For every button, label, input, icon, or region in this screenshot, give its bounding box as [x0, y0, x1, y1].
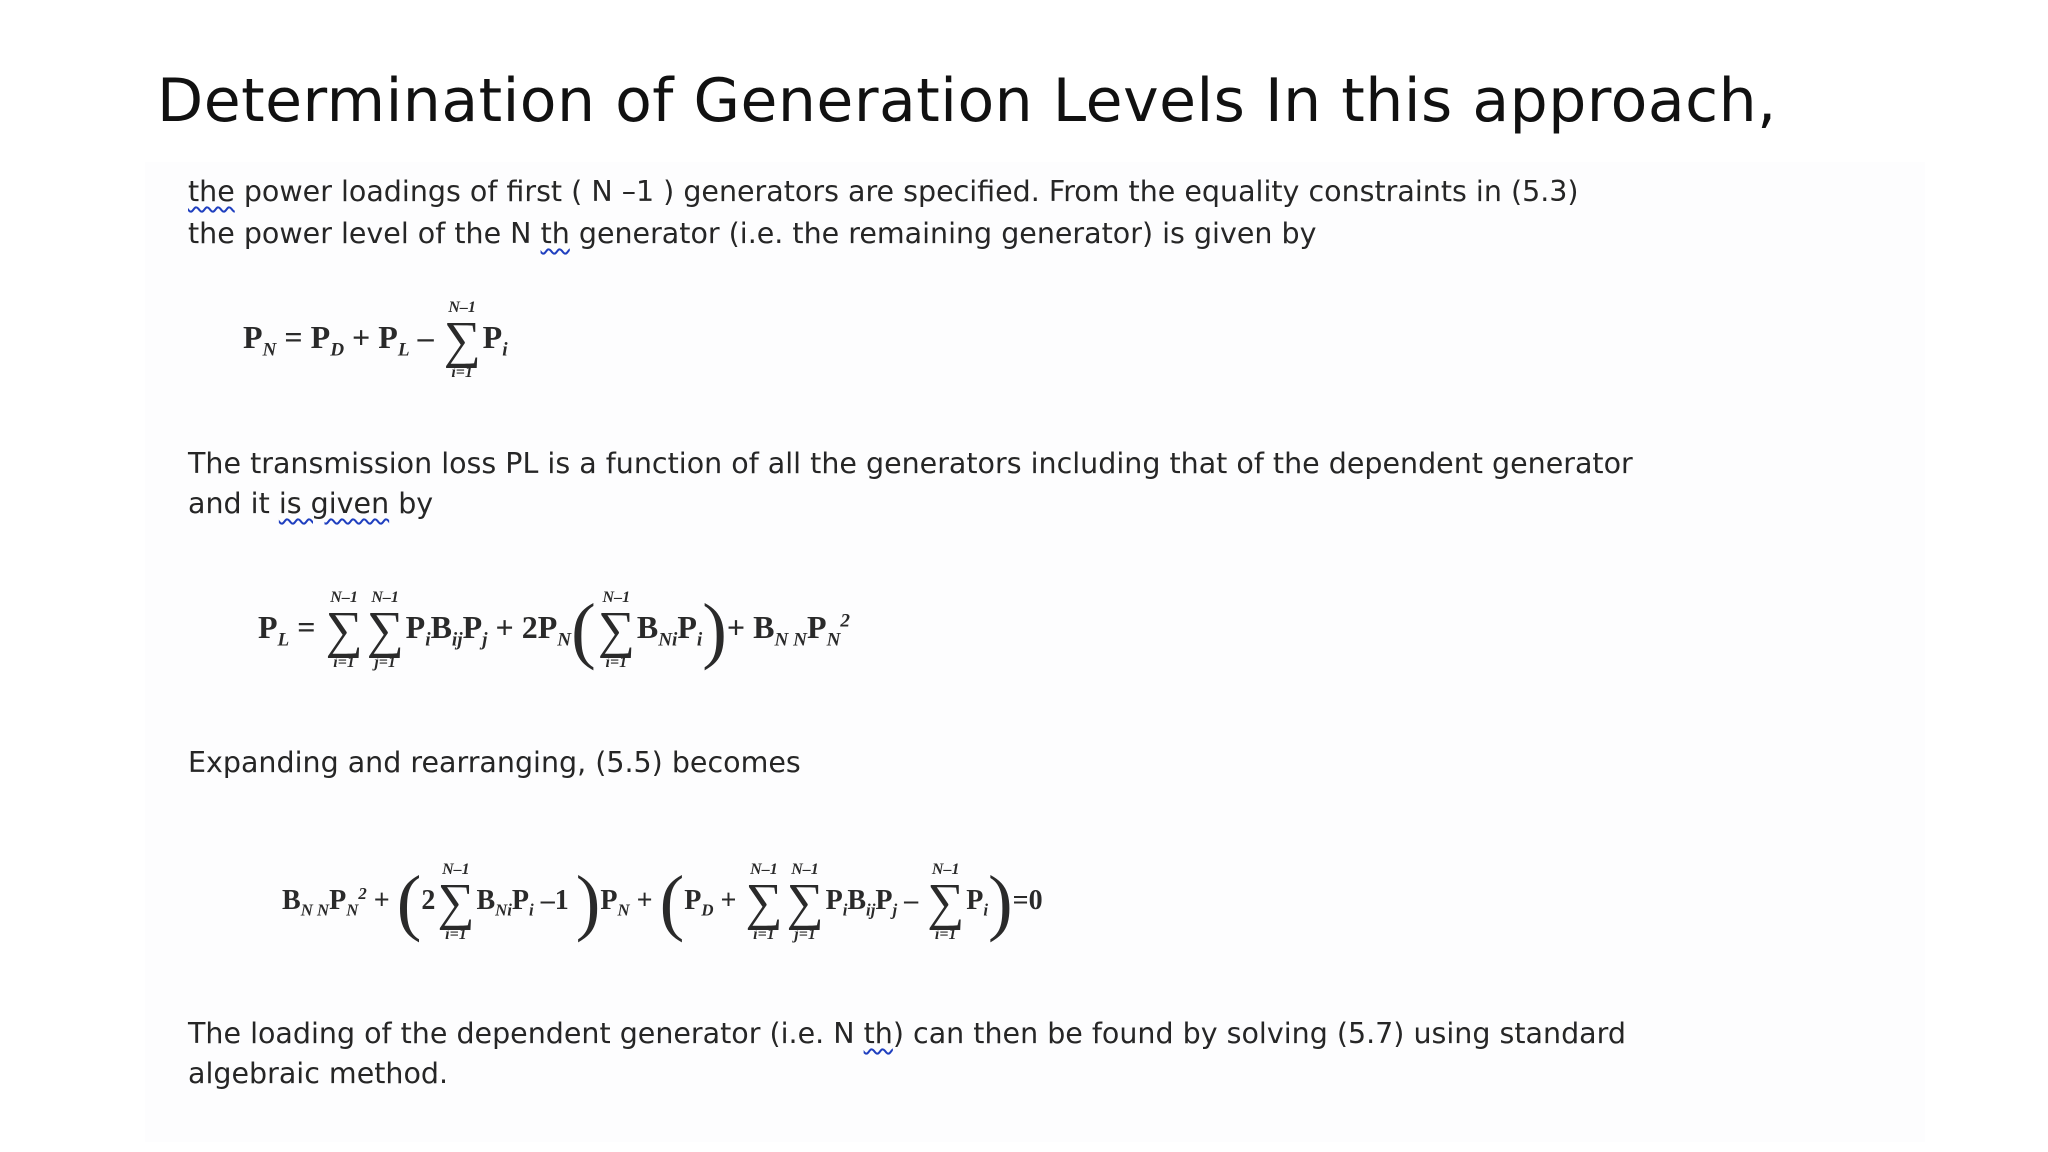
- paragraph-4-line-2: algebraic method.: [188, 1057, 449, 1090]
- paragraph-2-line-1: The transmission loss PL is a function of all the generators including that of the dependent generator: [188, 447, 1633, 480]
- paragraph-4-line-1: [188, 1013, 1626, 1055]
- paragraph-text: power loadings of first ( N –1 ) generators are specified. From the equality constraints in (5.3): [234, 175, 1579, 208]
- spellcheck-word: th: [863, 1017, 893, 1050]
- summation-symbol: N–1 ∑ j=1: [786, 861, 824, 944]
- summation-symbol: N–1 ∑ i=1: [437, 861, 475, 944]
- summation-symbol: N–1 ∑ i=1: [325, 589, 363, 672]
- paragraph-text: the power level of the N: [188, 217, 541, 250]
- spellcheck-word: is given: [278, 487, 390, 520]
- spellcheck-word: th: [540, 217, 570, 250]
- summation-symbol: N–1 ∑ i=1: [745, 861, 783, 944]
- paragraph-text: and it: [188, 487, 279, 520]
- paragraph-2-line-2: [188, 483, 433, 525]
- paragraph-3-line-1: Expanding and rearranging, (5.5) becomes: [188, 746, 801, 779]
- paragraph-1-line-1: [188, 171, 1579, 213]
- spellcheck-word: the: [188, 175, 235, 208]
- paragraph-text: generator (i.e. the remaining generator) is given by: [569, 217, 1317, 250]
- summation-symbol: N–1 ∑ i=1: [597, 589, 635, 672]
- equation-transmission-loss: $P_L$ = N–1 ∑ i=1 N–1 ∑ j=1 $P_iB_{ij}P_j + 2P_N$( N–1 ∑ i=1 $B_{Ni}P_i)+ B_{N N}P_N^2$: [258, 589, 851, 672]
- paragraph-1-line-2: [188, 213, 1316, 255]
- summation-symbol: N–1 ∑ i=1: [443, 299, 481, 382]
- paragraph-text: by: [389, 487, 434, 520]
- slide-title: Determination of Generation Levels In this approach,: [157, 66, 1777, 136]
- paragraph-text: The loading of the dependent generator (i.e. N: [188, 1017, 864, 1050]
- paragraph-text: ) can then be found by solving (5.7) using standard: [892, 1017, 1626, 1050]
- summation-symbol: N–1 ∑ i=1: [927, 861, 965, 944]
- equation-generator-power: $P_N = P_D + P_L$ – N–1 ∑ i=1 $P_i$: [243, 299, 508, 382]
- equation-expanded-quadratic: $B_{N N}P_N^2 + (2$ N–1 ∑ i=1 $B_{Ni}P_i$ –1 )$P_N + (P_D$ + N–1 ∑ i=1 N–1 ∑ j=1 $P_iB_{ij}P_j$ – N–1 ∑ i=1 $P_i)=0$: [282, 861, 1043, 944]
- summation-symbol: N–1 ∑ j=1: [366, 589, 404, 672]
